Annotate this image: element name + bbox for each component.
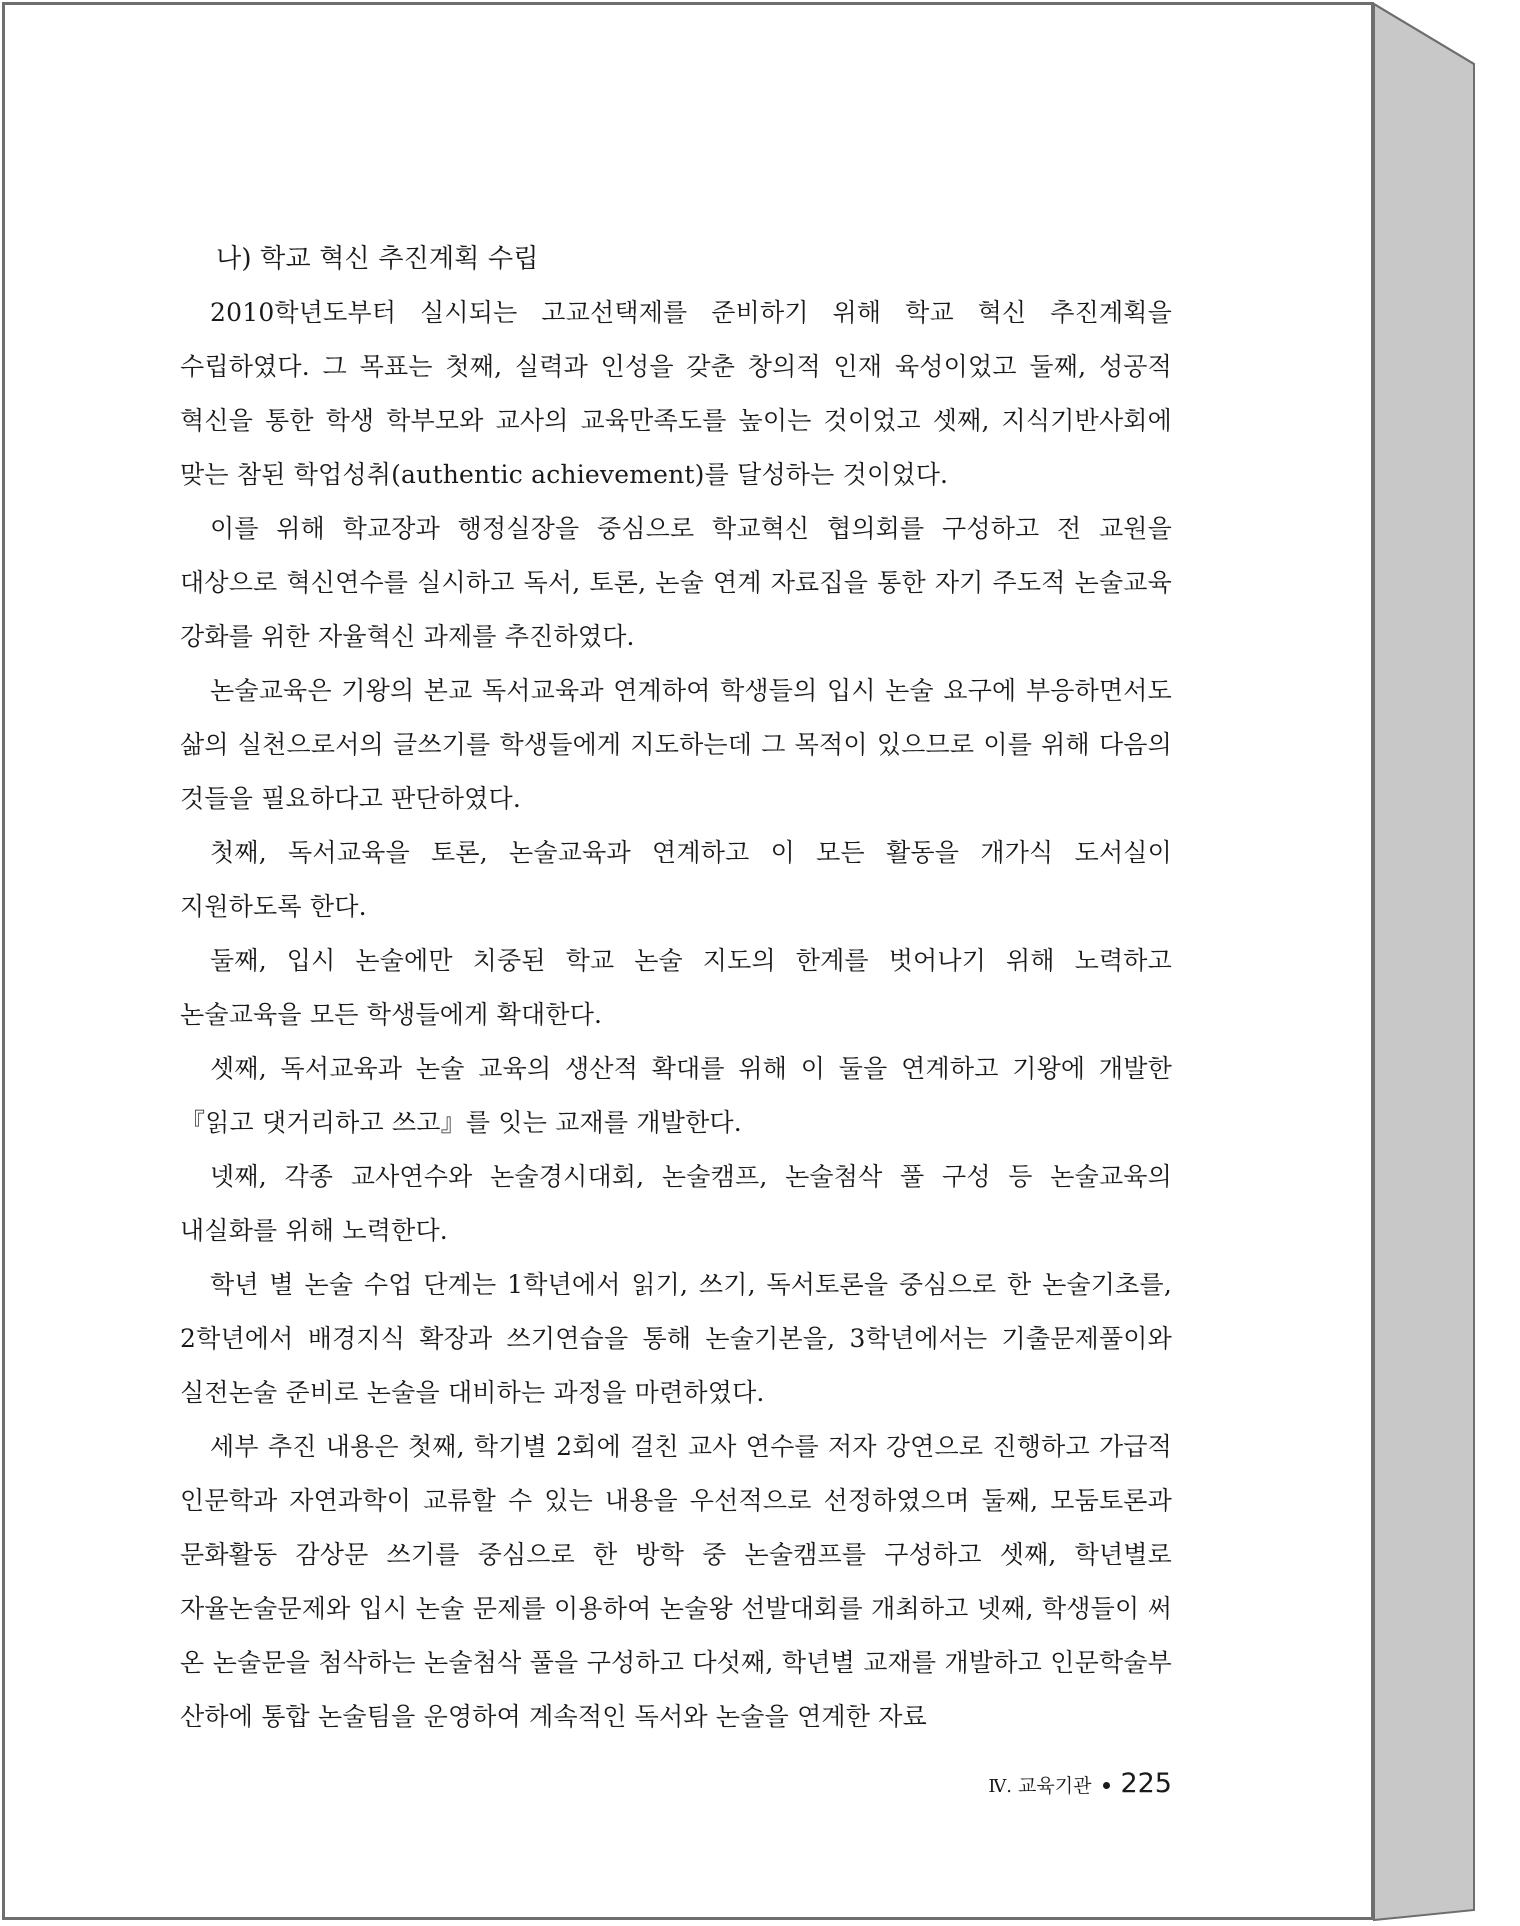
paragraph-essay-education: 논술교육은 기왕의 본교 독서교육과 연계하여 학생들의 입시 논술 요구에 부응하면서도 삶의 실천으로서의 글쓰기를 학생들에게 지도하는데 그 목적이 있으므로 이를 위해 다음의 것들을 필요하다고 판단하였다. bbox=[180, 676, 1172, 813]
page-spine bbox=[1374, 4, 1474, 1920]
paragraph-third: 셋째, 독서교육과 논술 교육의 생산적 확대를 위해 이 둘을 연계하고 기왕에 개발한『읽고 댓거리하고 쓰고』를 잇는 교재를 개발한다. bbox=[180, 1054, 1172, 1137]
footer-bullet-icon bbox=[1103, 1782, 1110, 1789]
paragraph-committee: 이를 위해 학교장과 행정실장을 중심으로 학교혁신 협의회를 구성하고 전 교원을 대상으로 혁신연수를 실시하고 독서, 토론, 논술 연계 자료집을 통한 자기 주도적 논술교육 강화를 위한 자율혁신 과제를 추진하였다. bbox=[180, 514, 1172, 651]
footer-chapter: Ⅳ. bbox=[988, 1776, 1013, 1797]
paragraph-goals: 2010학년도부터 실시되는 고교선택제를 준비하기 위해 학교 혁신 추진계획을 수립하였다. 그 목표는 첫째, 실력과 인성을 갖춘 창의적 인재 육성이었고 둘째, 성공적 혁신을 통한 학생 학부모와 교사의 교육만족도를 높이는 것이었고 셋째, 지식기반사회에 맞는 참된 학업성취(authentic achievement)를 달성하는 것이었다. bbox=[180, 298, 1172, 489]
section-heading: 나) 학교 혁신 추진계획 수립 bbox=[216, 244, 539, 274]
paragraph-first: 첫째, 독서교육을 토론, 논술교육과 연계하고 이 모든 활동을 개가식 도서실이 지원하도록 한다. bbox=[180, 838, 1172, 921]
paragraph-fourth: 넷째, 각종 교사연수와 논술경시대회, 논술캠프, 논술첨삭 풀 구성 등 논술교육의 내실화를 위해 노력한다. bbox=[180, 1162, 1172, 1245]
footer-title: 교육기관 bbox=[1018, 1775, 1092, 1797]
page-footer bbox=[880, 1768, 1172, 1799]
page-number: 225 bbox=[1120, 1768, 1172, 1799]
paragraph-second: 둘째, 입시 논술에만 치중된 학교 논술 지도의 한계를 벗어나기 위해 노력하고 논술교육을 모든 학생들에게 확대한다. bbox=[180, 946, 1172, 1029]
paragraph-details: 세부 추진 내용은 첫째, 학기별 2회에 걸친 교사 연수를 저자 강연으로 진행하고 가급적 인문학과 자연과학이 교류할 수 있는 내용을 우선적으로 선정하였으며 둘째, 모둠토론과 문화활동 감상문 쓰기를 중심으로 한 방학 중 논술캠프를 구성하고 셋째, 학년별로 자율논술문제와 입시 논술 문제를 이용하여 논술왕 선발대회를 개최하고 넷째, 학생들이 써 온 논술문을 첨삭하는 논술첨삭 풀을 구성하고 다섯째, 학년별 교재를 개발하고 인문학술부 산하에 통합 논술팀을 운영하여 계속적인 독서와 논술을 연계한 자료 bbox=[180, 1432, 1172, 1731]
page-body bbox=[180, 232, 1172, 1744]
paragraph-grade-stages: 학년 별 논술 수업 단계는 1학년에서 읽기, 쓰기, 독서토론을 중심으로 한 논술기초를, 2학년에서 배경지식 확장과 쓰기연습을 통해 논술기본을, 3학년에서는 기출문제풀이와 실전논술 준비로 논술을 대비하는 과정을 마련하였다. bbox=[180, 1270, 1172, 1407]
